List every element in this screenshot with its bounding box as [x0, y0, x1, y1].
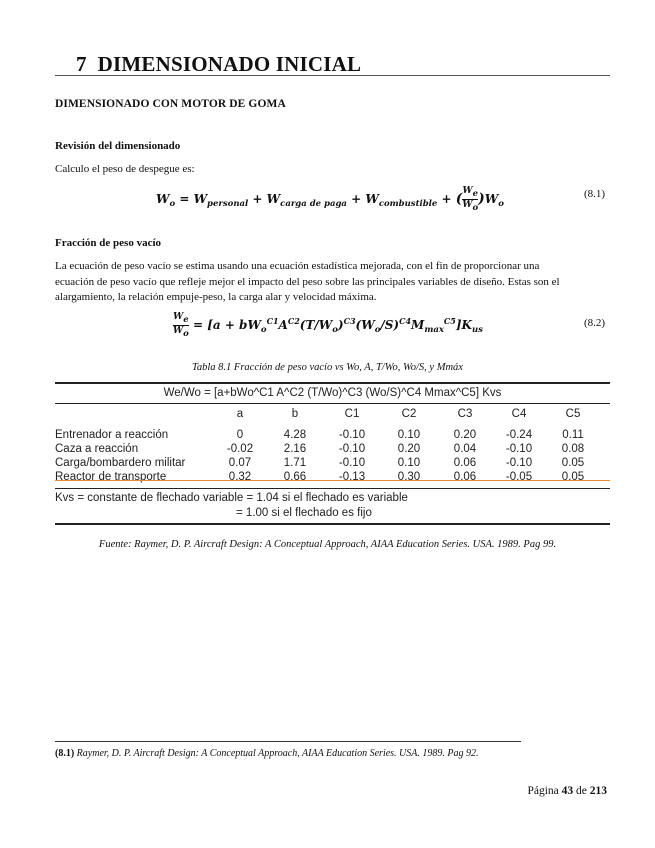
chapter-number: 7 [76, 52, 87, 76]
table-row [0, 443, 655, 457]
table-header-formula: We/Wo = [a+bWo^C1 A^C2 (T/Wo)^C3 (Wo/S)^C4 Mmax^C5] Kvs [163, 387, 502, 399]
table-note-line1: Kvs = constante de flechado variable = 1.04 si el flechado es variable [55, 492, 408, 504]
column-header: C5 [565, 408, 581, 420]
table-cell: -0.02 [226, 443, 254, 455]
table-cell: -0.13 [338, 471, 366, 483]
table-row [0, 471, 655, 485]
row-label: Caza a reacción [55, 443, 139, 455]
chapter-title [76, 52, 361, 77]
chapter-rule [55, 75, 610, 76]
row-label: Reactor de transporte [55, 471, 167, 483]
table-cell: 0.66 [283, 471, 307, 483]
table-caption: Tabla 8.1 Fracción de peso vacío vs Wo, A, T/Wo, Wo/S, y Mmáx [192, 362, 463, 373]
table-cell: 0.05 [561, 471, 585, 483]
revision-text: Calculo el peso de despegue es: [55, 163, 195, 175]
table-note-line2: = 1.00 si el flechado es fijo [236, 507, 372, 519]
equation-number-8-1: (8.1) [584, 188, 606, 200]
highlight-line [55, 480, 610, 481]
table-cell: 0.30 [397, 471, 421, 483]
table-cell: -0.10 [338, 443, 366, 455]
chapter-title-text: DIMENSIONADO INICIAL [97, 52, 362, 76]
table-cell: -0.10 [338, 457, 366, 469]
row-label: Entrenador a reacción [55, 429, 169, 441]
footnote-marker: (8.1) [55, 748, 75, 759]
equation-number-8-2: (8.2) [584, 317, 606, 329]
table-cell: 2.16 [283, 443, 307, 455]
paragraph-line: ecuación de peso vacío que refleje mejor el impacto del peso sobre las principales variables de diseño. Estas son el [55, 275, 560, 288]
section-title: DIMENSIONADO CON MOTOR DE GOMA [55, 98, 286, 110]
table-cell: 0.06 [453, 471, 477, 483]
table-source: Fuente: Raymer, D. P. Aircraft Design: A Conceptual Approach, AIAA Education Series. USA. 1989. Pag 99. [98, 539, 557, 550]
page-prefix: Página [527, 785, 559, 797]
column-header: a [236, 408, 244, 420]
table-cell: 0.07 [228, 457, 252, 469]
table-cell: -0.24 [505, 429, 533, 441]
column-header: C3 [457, 408, 473, 420]
footnote-rule [55, 741, 521, 742]
table-column-headers [0, 408, 655, 426]
table-row [0, 457, 655, 471]
page-current: 43 [561, 785, 574, 797]
table-cell: 1.71 [283, 457, 307, 469]
page-total: 213 [589, 785, 607, 797]
table-cell: 0 [236, 429, 244, 441]
page-number [527, 785, 607, 797]
table-cell: 0.32 [228, 471, 252, 483]
row-label: Carga/bombardero militar [55, 457, 186, 469]
page-of: de [576, 785, 587, 797]
paragraph-line: alargamiento, la relación empuje-peso, la carga alar y velocidad máxima. [55, 291, 377, 303]
fraccion-paragraph [55, 259, 615, 306]
table-cell: 0.08 [561, 443, 585, 455]
revision-heading: Revisión del dimensionado [55, 140, 181, 152]
table-rows-rule [55, 488, 610, 489]
footnote-text: Raymer, D. P. Aircraft Design: A Conceptual Approach, AIAA Education Series. USA. 1989. Pag 92. [76, 748, 479, 759]
column-header: b [291, 408, 299, 420]
equation-8-1: $W_o = W_{personal} + W_{carga de paga} + W_{combustible} + (W_e$ $W_o)W_o$ [156, 186, 504, 213]
table-header-rule [55, 403, 610, 404]
column-header: C1 [344, 408, 360, 420]
table-cell: 0.06 [453, 457, 477, 469]
column-header: C2 [401, 408, 417, 420]
fraccion-heading: Fracción de peso vacío [55, 237, 162, 249]
table-cell: 0.20 [453, 429, 477, 441]
table-cell: -0.05 [505, 471, 533, 483]
paragraph-line: La ecuación de peso vacío se estima usando una ecuación estadística mejorada, con el fin de proporcionar una [55, 260, 540, 272]
table-bottom-rule [55, 523, 610, 525]
table-cell: 0.10 [397, 457, 421, 469]
table-cell: 0.20 [397, 443, 421, 455]
table-cell: 4.28 [283, 429, 307, 441]
column-header: C4 [511, 408, 527, 420]
table-top-rule [55, 382, 610, 384]
table-cell: -0.10 [505, 457, 533, 469]
table-cell: 0.11 [562, 429, 584, 441]
table-cell: -0.10 [505, 443, 533, 455]
table-cell: 0.04 [453, 443, 477, 455]
table-cell: 0.05 [561, 457, 585, 469]
table-row [0, 429, 655, 443]
footnote [55, 748, 479, 759]
table-cell: 0.10 [397, 429, 421, 441]
equation-8-2: $W_e$ $W_o = [a + bW_o^{C1}A^{C2}(T/W_o)^{C3}(W_o/S)^{C4}M_{max}^{C5}]K_{us}$ [173, 312, 483, 339]
table-cell: -0.10 [338, 429, 366, 441]
